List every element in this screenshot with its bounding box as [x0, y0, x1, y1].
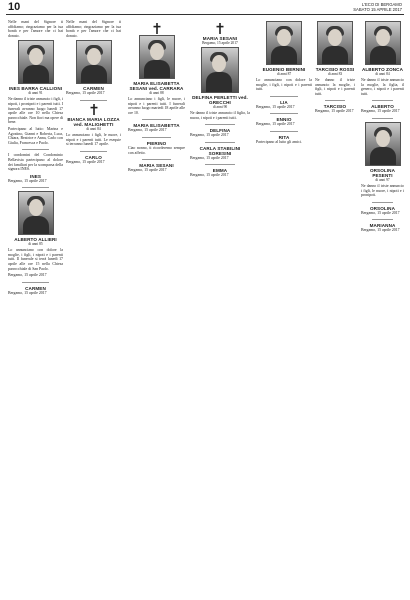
cross-icon	[153, 23, 161, 34]
notice-text: Lo annunciano i figli, le nuore, i nipoti e i parenti tutti. Le esequie si terranno lunedì 17 aprile.	[66, 132, 121, 147]
deceased-name: EUGENIO BERNINI	[262, 67, 306, 72]
divider	[80, 100, 108, 101]
cross-icon	[90, 104, 98, 115]
notice-text: Bergamo, 15 aprile 2017	[256, 104, 295, 109]
deceased-age: di anni 91	[28, 91, 43, 96]
divider	[22, 187, 50, 188]
column-4	[190, 20, 250, 596]
portrait-photo	[18, 40, 54, 84]
deceased-name: RITA	[278, 134, 290, 140]
portrait-photo	[365, 21, 401, 65]
deceased-name: DELFINA	[209, 128, 231, 134]
divider	[142, 137, 171, 138]
deceased-name: MARIA ELISABETTA SESANI ved. CARRARA	[129, 81, 184, 91]
notice-text: Bergamo, 15 aprile 2017	[128, 168, 167, 173]
notice-text: Bergamo, 15 aprile 2017	[361, 109, 400, 114]
deceased-name: CARLO	[85, 154, 102, 160]
notice-text: Ne danno il triste annuncio il figlio, la nuora, i nipoti e i parenti tutti.	[190, 111, 250, 120]
deceased-name: DELFINA PERLETTI ved. GRECCHI	[192, 95, 248, 105]
notice-text: Partecipano al lutto: Marina e Agostino, Gianni e Roberta, Luca, Chiara, Beatrice e Anna, Carlo con Giulia, Francesca e Paolo.	[8, 126, 63, 145]
deceased-name: TARCISIO ROSSI	[315, 67, 355, 72]
divider	[142, 119, 171, 120]
notice-text: Ne danno il triste annuncio i figli, i nipoti, i pronipoti e i parenti tutti. I funerali avranno luogo lunedì 17 aprile alle ore 10 nella Chiesa parrocchiale. Non fiori ma opere di bene.	[8, 97, 63, 125]
divider	[22, 282, 50, 283]
divider	[205, 142, 235, 143]
deceased-name: MARIA SESANI	[202, 36, 238, 41]
deceased-name: LIA	[280, 99, 288, 105]
column-7	[361, 20, 404, 596]
notice-text: Ciao nonno, ti ricorderemo sempre con affetto.	[128, 145, 185, 155]
notice-text: Bergamo, 15 aprile 2017	[190, 173, 229, 178]
deceased-name: MARIANNA	[369, 223, 396, 229]
divider	[270, 113, 298, 114]
deceased-name: MARIA SESANI	[139, 163, 174, 169]
notice-text: Lo annunciano con dolore la moglie, i figli, i nipoti e i parenti tutti. Il funerale si terrà lunedì 17 aprile alle ore 15 nella Chiesa parrocchiale di San Paolo.	[8, 248, 63, 271]
notice-text: Lo annunciano con dolore la moglie, i figli, i nipoti e i parenti tutti.	[256, 78, 312, 92]
deceased-name: BIANCA MARIA LOZZA ved. MALIGHETTI	[67, 116, 120, 127]
deceased-age: di anni 85	[28, 242, 43, 247]
deceased-name: INES BARRA CALLIONI	[8, 86, 63, 92]
notice-text: Bergamo, 15 aprile 2017	[8, 273, 47, 278]
deceased-age: di anni 83	[327, 72, 343, 76]
deceased-name: ALBERTO	[371, 104, 394, 110]
notice-text: I condomini del Condominio Bellavista partecipano al dolore dei familiari per la scomparsa della signora INES.	[8, 153, 63, 172]
notice-text: Bergamo, 15 aprile 2017	[8, 178, 47, 183]
page-header	[0, 0, 410, 15]
portrait-photo	[139, 35, 175, 79]
deceased-age: di anni 90	[212, 105, 228, 109]
divider	[205, 124, 235, 125]
divider	[372, 219, 394, 220]
deceased-name: EMMA	[212, 168, 228, 174]
deceased-name: ORSOLINA	[369, 205, 396, 211]
deceased-name: ALBERTO ZONCA	[361, 67, 404, 72]
header-rule	[6, 14, 404, 15]
column-1	[8, 20, 63, 596]
notice-text: Lo annunciano i figli, le nuore, i nipoti e i parenti tutti. I funerali avranno luogo martedì 18 aprile alle ore 10.	[128, 97, 185, 115]
masthead	[353, 2, 402, 12]
notice-text: Nelle mani del Signore ti affidiamo; ringraziamo per la tua bontà e per l'amore che ci hai donato.	[8, 20, 63, 38]
deceased-name: CARMEN	[83, 86, 104, 92]
divider	[80, 151, 108, 152]
portrait-photo	[201, 47, 239, 93]
deceased-age: di anni 88	[149, 91, 164, 95]
divider	[142, 159, 171, 160]
newspaper-name: L'ECO DI BERGAMO	[361, 2, 402, 7]
deceased-name: CARMEN	[25, 285, 46, 291]
divider	[372, 202, 394, 203]
notice-text: Bergamo, 15 aprile 2017	[190, 155, 229, 160]
column-6	[315, 20, 355, 596]
divider	[372, 118, 394, 119]
notice-text: Bergamo, 15 aprile 2017	[361, 210, 400, 215]
deceased-age: Bergamo, 15 aprile 2017	[202, 41, 238, 45]
deceased-name: PIERINO	[146, 140, 167, 146]
notice-text: Bergamo, 15 aprile 2017	[128, 128, 167, 133]
portrait-photo	[365, 122, 401, 166]
divider	[325, 100, 345, 101]
notice-text: Ne danno il triste annuncio la moglie, i figli, i nipoti e i parenti tutti.	[315, 78, 355, 96]
column-2	[66, 20, 121, 596]
notice-text: Ne danno il triste annuncio la moglie, la figlia, il genero, i nipoti e i parenti tutti.	[361, 78, 404, 96]
deceased-name: ALBERTO ALLIERI	[14, 237, 57, 243]
notice-text: Bergamo, 15 aprile 2017	[190, 133, 229, 138]
portrait-photo	[18, 191, 54, 235]
cross-icon	[216, 23, 224, 34]
divider	[22, 149, 50, 150]
deceased-age: di anni 97	[375, 177, 390, 182]
deceased-name: TARCISIO	[323, 104, 347, 110]
notice-text: Bergamo, 15 aprile 2017	[361, 228, 400, 233]
deceased-name: MARIA ELISABETTA	[133, 123, 180, 129]
issue-date: SABATO 15 APRILE 2017	[353, 7, 402, 12]
portrait-photo	[76, 40, 112, 84]
column-3	[128, 20, 185, 596]
deceased-age: di anni 84	[86, 126, 101, 131]
page-number: 10	[8, 1, 21, 13]
notice-text: Bergamo, 15 aprile 2017	[66, 91, 105, 96]
deceased-name: INES	[29, 173, 42, 179]
notice-text: Bergamo, 15 aprile 2017	[8, 290, 47, 295]
portrait-photo	[317, 21, 353, 65]
notice-text: Bergamo, 15 aprile 2017	[66, 159, 105, 164]
notice-text: Bergamo, 15 aprile 2017	[256, 122, 295, 127]
divider	[270, 96, 298, 97]
deceased-name: ORSOLINA PESENTI	[369, 167, 396, 178]
notice-text: Bergamo, 15 aprile 2017	[315, 109, 354, 114]
notice-text: Ne danno il triste annuncio i figli, le nuore, i nipoti e i pronipoti.	[361, 183, 404, 198]
deceased-age: di anni 84	[375, 72, 390, 76]
divider	[372, 100, 394, 101]
divider	[270, 131, 298, 132]
column-5	[256, 20, 312, 596]
divider	[205, 164, 235, 165]
portrait-photo	[266, 21, 302, 65]
notice-text: Partecipano al lutto gli amici.	[256, 139, 302, 144]
deceased-name: CARLA STABILINI SORESINI	[199, 145, 241, 156]
notice-text: Nelle mani del Signore ti affidiamo; ringraziamo per la tua bontà e per l'amore che ci hai donato.	[66, 20, 121, 38]
deceased-name: ENNIO	[276, 117, 292, 123]
deceased-age: di anni 87	[276, 72, 292, 76]
